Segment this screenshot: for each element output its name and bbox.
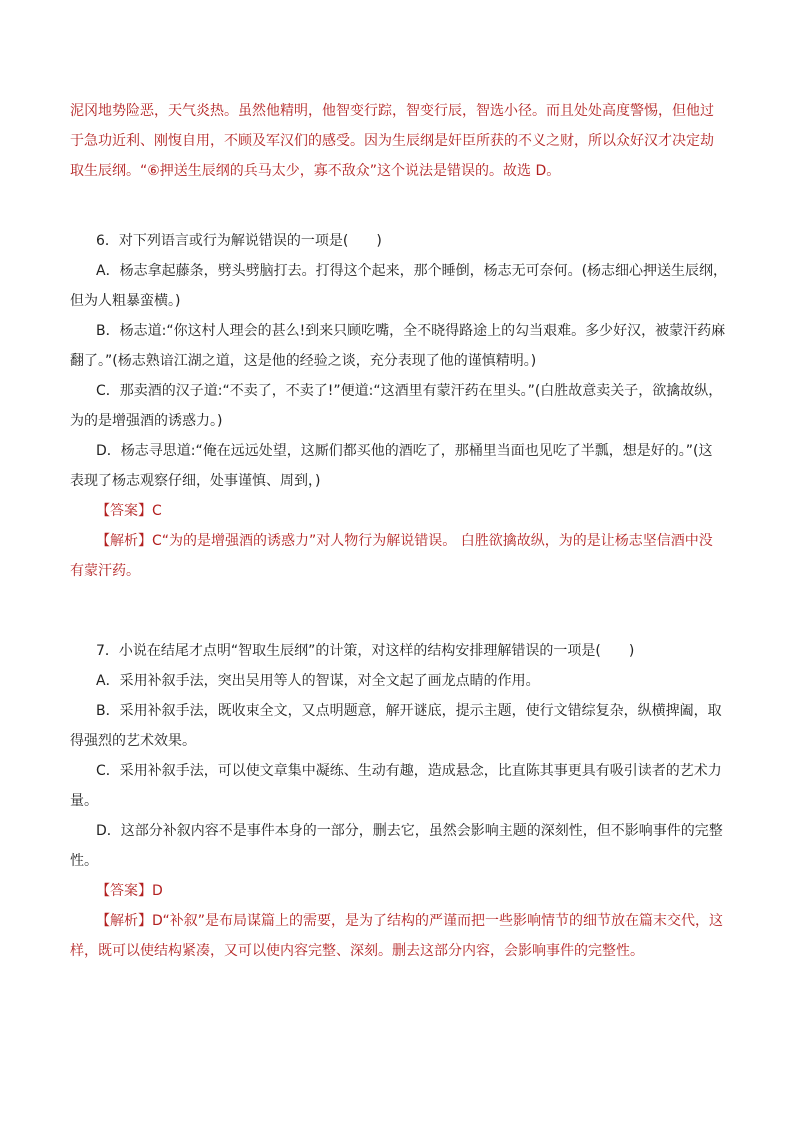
option-b-line: 得强烈的艺术效果。 xyxy=(70,733,196,749)
option-c-line: C．采用补叙手法，可以使文章集中凝练、生动有趣，造成悬念，比直陈其事更具有吸引读者的艺术力 xyxy=(96,763,722,779)
answer-line xyxy=(70,876,730,906)
analysis-text: C“为的是增强酒的诱惑力”对人物行为解说错误。 白胜欲擒故纵，为的是让杨志坚信酒中没 xyxy=(152,533,713,549)
option-a-line: A．杨志拿起藤条，劈头劈脑打去。打得这个起来，那个睡倒，杨志无可奈何。(杨志细心押送生辰纲， xyxy=(96,263,728,279)
option-d-line: 表现了杨志观察仔细，处事谨慎、周到，) xyxy=(70,473,321,489)
answer-tag: 【答案】 xyxy=(96,883,152,899)
analysis-line: 样，既可以使结构紧凑，又可以使内容完整、深刻。删去这部分内容，会影响事件的完整性。 xyxy=(70,943,644,959)
answer-tag: 【答案】 xyxy=(96,503,152,519)
analysis-line: 有蒙汗药。 xyxy=(70,563,140,579)
analysis-tag: 【解析】 xyxy=(96,533,152,549)
analysis-line xyxy=(70,906,730,936)
intro-line: 泥冈地势险恶，天气炎热。虽然他精明，他智变行踪，智变行辰，智选小径。而且处处高度警惕，但他过 xyxy=(70,103,714,119)
intro-line: 取生辰纲。“⑥押送生辰纲的兵马太少，寡不敌众”这个说法是错误的。故选 D。 xyxy=(70,163,561,179)
question-stem: 7．小说在结尾才点明“智取生辰纲”的计策，对这样的结构安排理解错误的一项是( ) xyxy=(96,643,635,659)
option-c-line: 量。 xyxy=(70,793,98,809)
option-d-line: D．杨志寻思道:“俺在远远处望，这厮们都买他的酒吃了，那桶里当面也见吃了半瓢，想是好的。”(这 xyxy=(96,443,713,459)
analysis-line xyxy=(70,526,730,556)
option-b-line: 翻了。”(杨志熟谙江湖之道，这是他的经验之谈，充分表现了他的谨慎精明。) xyxy=(70,353,537,369)
question-6 xyxy=(70,226,730,586)
analysis-tag: 【解析】 xyxy=(96,913,152,929)
question-7 xyxy=(70,636,730,966)
option-c-line: C．那卖酒的汉子道:“不卖了，不卖了!”便道:“这酒里有蒙汗药在里头。”(白胜故意卖关子，欲擒故纵， xyxy=(96,383,723,399)
option-a-line: 但为人粗暴蛮横。) xyxy=(70,293,181,309)
answer-line xyxy=(70,496,730,526)
analysis-text: D“补叙”是布局谋篇上的需要，是为了结构的严谨而把一些影响情节的细节放在篇末交代，这 xyxy=(152,913,723,929)
option-a-line: A．采用补叙手法，突出吴用等人的智谋，对全文起了画龙点睛的作用。 xyxy=(96,673,540,689)
option-b-line: B．采用补叙手法，既收束全文，又点明题意，解开谜底，提示主题，使行文错综复杂，纵横捭阖，取 xyxy=(96,703,722,719)
answer-value: C xyxy=(152,503,162,519)
intro-line: 于急功近利、刚愎自用，不顾及军汉们的感受。因为生辰纲是奸臣所获的不义之财，所以众好汉才决定劫 xyxy=(70,133,714,149)
option-d-line: D．这部分补叙内容不是事件本身的一部分，删去它，虽然会影响主题的深刻性，但不影响事件的完整 xyxy=(96,823,723,839)
option-b-line: B．杨志道:“你这村人理会的甚么!到来只顾吃嘴，全不晓得路途上的勾当艰难。多少好汉，被蒙汗药麻 xyxy=(96,323,726,339)
answer-value: D xyxy=(152,883,163,899)
question-stem: 6．对下列语言或行为解说错误的一项是( ) xyxy=(96,233,382,249)
intro-paragraph xyxy=(70,96,730,186)
option-c-line: 为的是增强酒的诱惑力。) xyxy=(70,413,223,429)
option-d-line: 性。 xyxy=(70,853,98,869)
